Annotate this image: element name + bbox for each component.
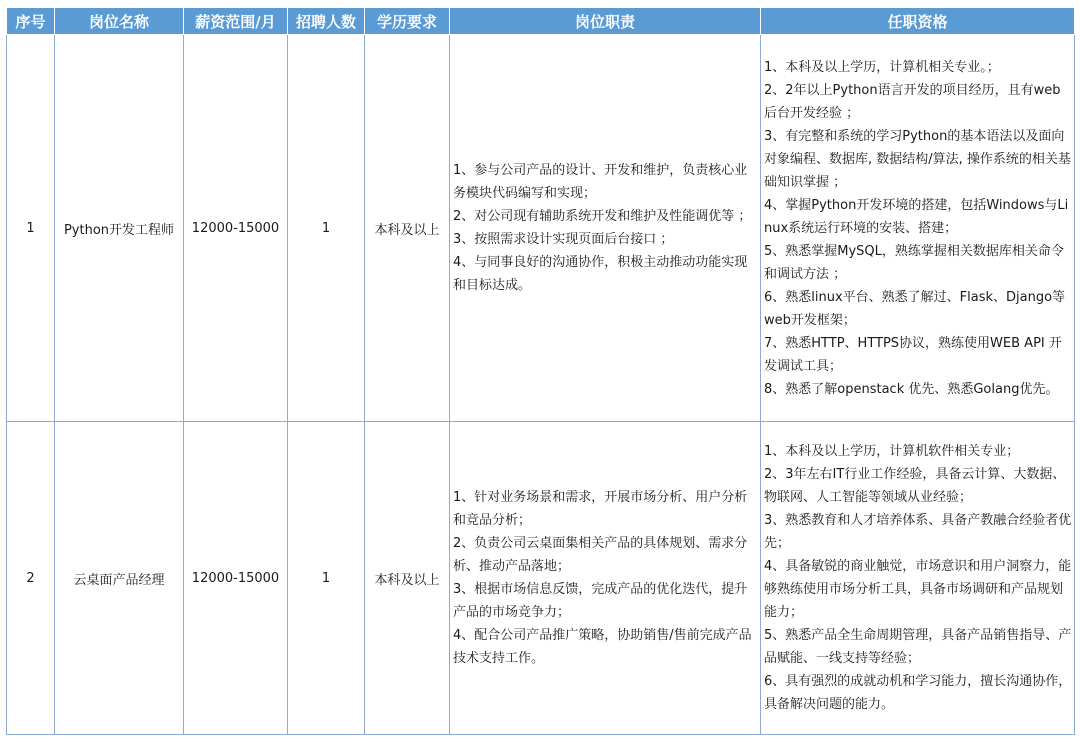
row-duties	[450, 35, 761, 422]
row-headcount: 1	[288, 422, 365, 735]
table-header-row	[7, 8, 1075, 35]
qualification-item: 8、熟悉了解openstack 优先、熟悉Golang优先。	[764, 381, 1059, 397]
duty-item: 4、与同事良好的沟通协作，积极主动推动功能实现和目标达成。	[453, 255, 748, 293]
header-index: 序号	[7, 8, 55, 35]
job-table	[6, 7, 1075, 735]
row-salary: 12000-15000	[184, 35, 288, 422]
qualification-item: 6、具有强烈的成就动机和学习能力，擅长沟通协作，具备解决问题的能力。	[764, 674, 1072, 712]
qualification-item: 7、熟悉HTTP、HTTPS协议，熟练使用WEB API 开发调试工具；	[764, 335, 1062, 374]
qualification-item: 4、掌握Python开发环境的搭建，包括Windows与Linux系统运行环境的安装、搭建；	[764, 197, 1069, 236]
qualification-item: 5、熟悉产品全生命周期管理，具备产品销售指导、产品赋能、一线支持等经验；	[764, 628, 1072, 666]
qualification-item: 2、3年左右IT行业工作经验，具备云计算、大数据、物联网、人工智能等领域从业经验；	[764, 467, 1066, 505]
qualification-item: 4、具备敏锐的商业触觉，市场意识和用户洞察力，能够熟练使用市场分析工具，具备市场调研和产品规划能力；	[764, 559, 1072, 620]
header-headcount: 招聘人数	[288, 8, 365, 35]
row-education: 本科及以上	[365, 35, 450, 422]
row-headcount: 1	[288, 35, 365, 422]
header-position-title: 岗位名称	[55, 8, 184, 35]
row-index: 1	[7, 35, 55, 422]
duty-item: 2、负责公司云桌面集相关产品的具体规划、需求分析、推动产品落地；	[453, 536, 748, 574]
duty-item: 2、对公司现有辅助系统开发和维护及性能调优等 ；	[453, 209, 752, 224]
row-qualifications	[761, 422, 1075, 735]
header-salary-range: 薪资范围/月	[184, 8, 288, 35]
qualification-item: 3、熟悉教育和人才培养体系、具备产教融合经验者优先；	[764, 513, 1072, 551]
table-row	[7, 422, 1075, 735]
row-duties	[450, 422, 761, 735]
duty-item: 1、针对业务场景和需求，开展市场分析、用户分析和竞品分析；	[453, 490, 748, 528]
job-table-sheet	[6, 7, 1074, 734]
duty-item: 3、根据市场信息反馈，完成产品的优化迭代，提升产品的市场竞争力；	[453, 582, 748, 620]
row-position-title: Python开发工程师	[55, 35, 184, 422]
row-salary: 12000-15000	[184, 422, 288, 735]
row-qualifications	[761, 35, 1075, 422]
qualification-item: 6、熟悉linux平台、熟悉了解过、Flask、Django等web开发框架；	[764, 289, 1066, 328]
qualification-item: 2、2年以上Python语言开发的项目经历，且有web后台开发经验 ；	[764, 82, 1061, 121]
header-education: 学历要求	[365, 8, 450, 35]
row-education: 本科及以上	[365, 422, 450, 735]
duty-item: 4、配合公司产品推广策略，协助销售/售前完成产品技术支持工作。	[453, 628, 752, 666]
qualification-item: 1、本科及以上学历，计算机相关专业。；	[764, 59, 1000, 75]
duty-item: 1、参与公司产品的设计、开发和维护，负责核心业务模块代码编写和实现；	[453, 163, 748, 201]
table-row	[7, 35, 1075, 422]
header-duties: 岗位职责	[450, 8, 761, 35]
row-position-title: 云桌面产品经理	[55, 422, 184, 735]
qualification-item: 1、本科及以上学历，计算机软件相关专业；	[764, 444, 1020, 459]
duty-item: 3、按照需求设计实现页面后台接口 ；	[453, 232, 674, 247]
row-index: 2	[7, 422, 55, 735]
qualification-item: 5、熟悉掌握MySQL，熟练掌握相关数据库相关命令和调试方法 ；	[764, 243, 1064, 282]
qualification-item: 3、有完整和系统的学习Python的基本语法以及面向对象编程、数据库, 数据结构/算法, 操作系统的相关基础知识掌握 ；	[764, 128, 1071, 190]
header-qualifications: 任职资格	[761, 8, 1075, 35]
